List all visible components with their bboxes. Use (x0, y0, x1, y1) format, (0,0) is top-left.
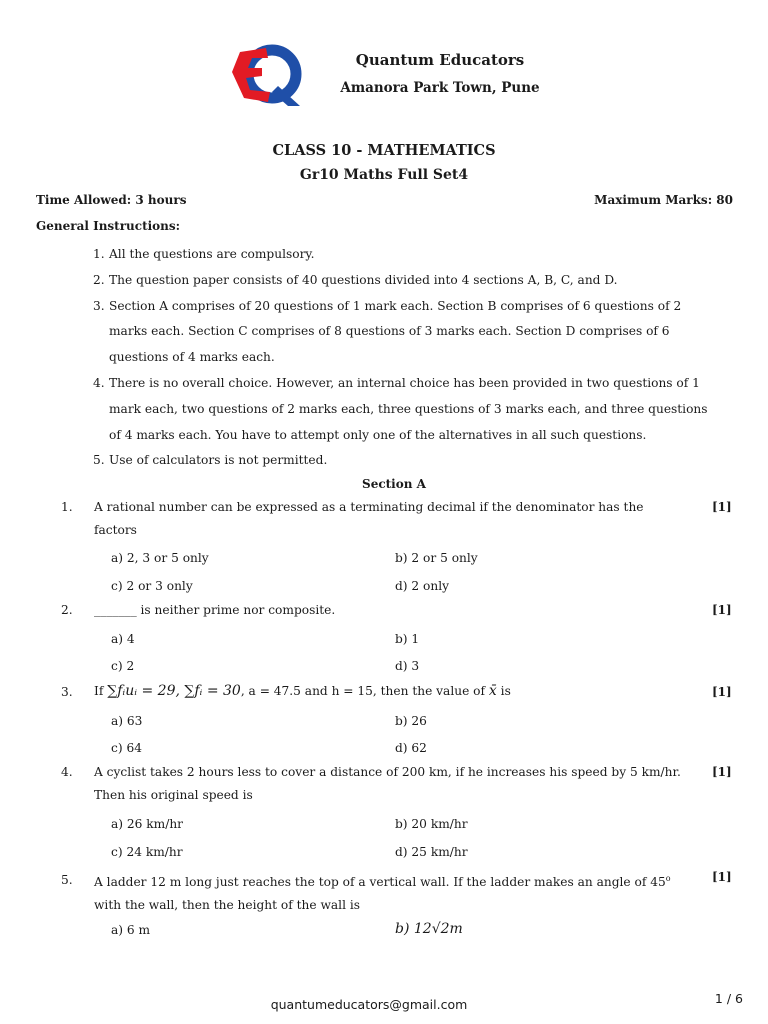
question-4-text: A cyclist takes 2 hours less to cover a distance of 200 km, if he increases his speed by 5 km/hr. Then his original speed is (94, 765, 681, 802)
question-4-option-b[interactable]: b) 20 km/hr (395, 817, 468, 831)
footer-email: quantumeducators@gmail.com (270, 997, 468, 1012)
question-3-formula: ∑fᵢuᵢ = 29, ∑fᵢ = 30 (107, 683, 241, 699)
general-instructions-label: General Instructions: (36, 219, 181, 233)
section-a-title: Section A (362, 477, 426, 491)
question-3-option-a[interactable]: a) 63 (111, 714, 143, 728)
question-1-option-b[interactable]: b) 2 or 5 only (395, 551, 478, 565)
question-3-number: 3. (61, 685, 73, 699)
question-3-option-b[interactable]: b) 26 (395, 714, 427, 728)
maximum-marks: Maximum Marks: 80 (594, 193, 733, 207)
question-2-option-a[interactable]: a) 4 (111, 632, 135, 646)
question-4-marks: [1] (712, 765, 732, 779)
question-1-number: 1. (61, 500, 73, 514)
question-3-option-d[interactable]: d) 62 (395, 741, 427, 755)
question-2-option-c[interactable]: c) 2 (111, 659, 135, 673)
question-2-marks: [1] (712, 603, 732, 617)
question-2-option-b[interactable]: b) 1 (395, 632, 420, 646)
question-3-text: If ∑fᵢuᵢ = 29, ∑fᵢ = 30, a = 47.5 and h = 15, then the value of x̄ is (94, 683, 511, 699)
instruction-item: 1. All the questions are compulsory. (93, 247, 315, 261)
page-number: 1 / 6 (714, 991, 743, 1006)
question-1-text: A rational number can be expressed as a terminating decimal if the denominator has the factors (94, 500, 644, 537)
class-title: CLASS 10 - MATHEMATICS (272, 142, 496, 159)
question-2-number: 2. (61, 603, 73, 617)
instruction-item: 3. Section A comprises of 20 questions of 1 mark each. Section B comprises of 6 questions of 2 marks each. Section C comprises of 8 questions of 3 marks each. Section D comprises of 6 questions of 4 marks each. (93, 298, 682, 365)
question-5-option-a[interactable]: a) 6 m (111, 923, 151, 937)
question-4-option-a[interactable]: a) 26 km/hr (111, 817, 184, 831)
question-5-number: 5. (61, 873, 73, 887)
question-2-option-d[interactable]: d) 3 (395, 659, 420, 673)
x-bar-symbol: x̄ (488, 683, 497, 699)
instructions-list (93, 242, 733, 474)
instruction-item: 4. There is no overall choice. However, an internal choice has been provided in two questions of 1 mark each, two questions of 2 marks each, three questions of 3 marks each, and three questions of 4 marks each. You have to attempt only one of the alternatives in all such questions. (93, 375, 708, 442)
question-1-option-a[interactable]: a) 2, 3 or 5 only (111, 551, 209, 565)
question-5-marks: [1] (712, 870, 732, 884)
question-1-option-c[interactable]: c) 2 or 3 only (111, 579, 193, 593)
question-4-option-d[interactable]: d) 25 km/hr (395, 845, 468, 859)
question-2-text: _______ is neither prime nor composite. (94, 603, 336, 617)
institute-address: Amanora Park Town, Pune (340, 80, 540, 96)
set-title: Gr10 Maths Full Set4 (299, 167, 469, 183)
instruction-item: 2. The question paper consists of 40 questions divided into 4 sections A, B, C, and D. (93, 272, 618, 287)
question-1-option-d[interactable]: d) 2 only (395, 579, 450, 593)
quantum-educators-logo-icon (226, 42, 308, 108)
question-1-marks: [1] (712, 500, 732, 514)
question-3-marks: [1] (712, 685, 732, 699)
instruction-item: 5. Use of calculators is not permitted. (93, 453, 328, 468)
question-5-text: A ladder 12 m long just reaches the top of a vertical wall. If the ladder makes an angle of 45$^o$ with the wall, then the height of the wall is (94, 874, 671, 912)
question-3-option-c[interactable]: c) 64 (111, 741, 142, 755)
question-4-number: 4. (61, 765, 73, 779)
question-5-option-b[interactable]: b) 12√2m (395, 921, 463, 937)
institute-name: Quantum Educators (355, 51, 525, 69)
time-allowed: Time Allowed: 3 hours (36, 193, 187, 207)
question-4-option-c[interactable]: c) 24 km/hr (111, 845, 183, 859)
